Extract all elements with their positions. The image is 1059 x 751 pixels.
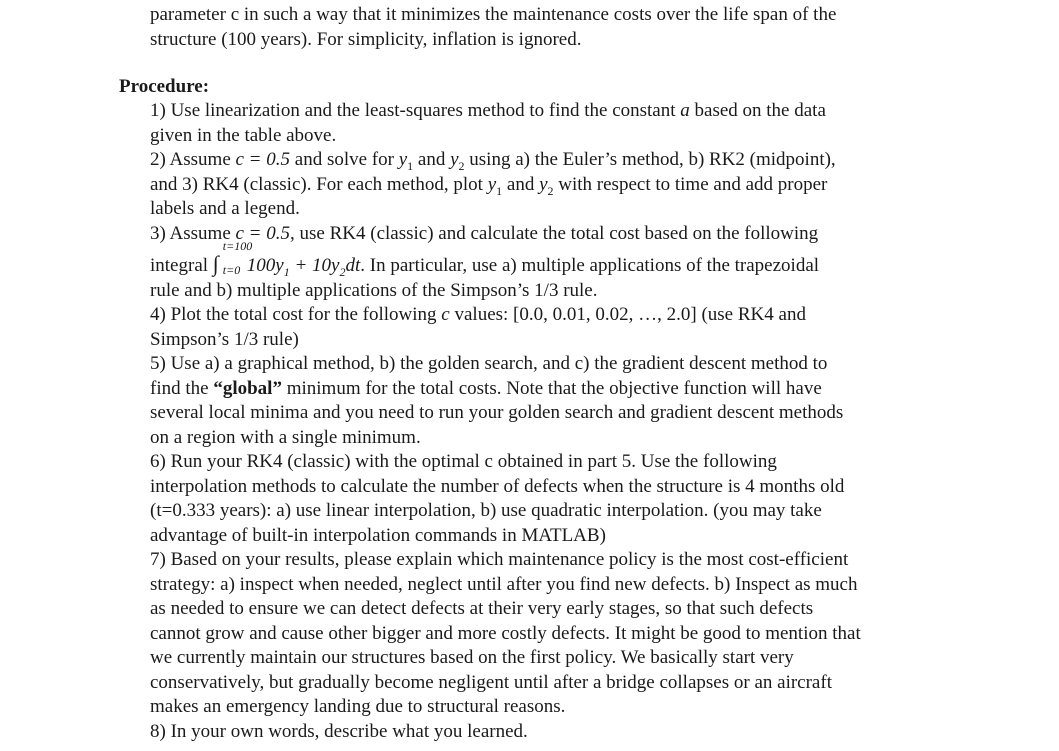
text: find the [150,377,214,399]
step-6-line: 6) Run your RK4 (classic) with the optimal c obtained in part 5. Use the following [150,451,777,472]
text: integral [150,255,213,276]
step-5-line: 5) Use a) a graphical method, b) the golden search, and c) the gradient descent method to [150,353,828,374]
subscript: 2 [339,264,346,279]
step-5-line: several local minima and you need to run your golden search and gradient descent methods [150,402,844,423]
integral-upper-limit: t=100 [222,239,253,253]
step-4-line: Simpson’s 1/3 rule) [150,328,299,350]
step-7-line: as needed to ensure we can detect defects at their very early stages, so that such defects [150,598,814,619]
math-equation: c = 0.5 [235,149,291,170]
text: , use RK4 (classic) and calculate the total cost based on the following [290,222,819,244]
math-var-y: y [539,173,548,195]
text: and 3) RK4 (classic). For each method, plot [150,173,488,195]
step-6-line: interpolation methods to calculate the number of defects when the structure is 4 months old [150,475,845,497]
intro-line: parameter c in such a way that it minimizes the maintenance costs over the life span of the [150,4,837,25]
math-var-a: a [680,100,690,121]
intro-line: structure (100 years). For simplicity, inflation is ignored. [150,28,582,50]
text: using a) the Euler’s method, b) RK2 (midpoint), [464,149,836,170]
subscript: 2 [547,183,554,198]
intro-paragraph [150,3,1030,52]
step-3-line [150,239,1050,279]
math-var-c: c [441,304,450,325]
step-7-line: cannot grow and cause other bigger and more costly defects. It might be good to mention that [150,622,861,644]
text: and [502,173,540,195]
step-8-line: 8) In your own words, describe what you learned. [150,720,528,742]
text: 2) Assume [150,149,236,170]
text: 4) Plot the total cost for the following [150,304,442,325]
math-var-y: y [450,149,459,170]
integral-lower-limit: t=0 [222,263,241,277]
step-1-line: given in the table above. [150,124,337,146]
step-1-line [150,99,1050,124]
text: and [413,149,451,170]
step-6-line: (t=0.333 years): a) use linear interpolation, b) use quadratic interpolation. (you may take [150,500,822,521]
text: minimum for the total costs. Note that the objective function will have [281,377,822,399]
step-6-line: advantage of built-in interpolation commands in MATLAB) [150,524,606,546]
text: 1) Use linearization and the least-squares method to find the constant [150,100,681,121]
text: with respect to time and add proper [553,173,828,195]
subscript: 2 [458,158,465,173]
subscript: 1 [496,183,503,198]
procedure-steps [150,99,1050,744]
text: based on the data [689,100,826,121]
math-equation: c = 0.5 [235,222,291,244]
step-7-line: strategy: a) inspect when needed, neglect until after you find new defects. b) Inspect as much [150,573,858,595]
step-5-line: on a region with a single minimum. [150,426,421,448]
integrand [246,255,361,279]
step-3-line [150,222,1050,247]
step-3-line: rule and b) multiple applications of the Simpson’s 1/3 rule. [150,279,598,301]
math-var-y: y [398,149,408,170]
step-2-line [150,173,1050,198]
text: values: [0.0, 0.01, 0.02, …, 2.0] (use RK4 and [449,304,806,325]
step-4-line [150,303,1050,328]
math-var-y: y [487,173,497,195]
bold-global: “global” [213,377,282,399]
step-7-line: makes an emergency landing due to structural reasons. [150,696,566,717]
subscript: 1 [407,158,414,173]
subscript: 1 [283,264,290,279]
step-2-line [150,148,1050,173]
step-2-line: labels and a legend. [150,198,300,219]
text: + 10y [289,255,340,276]
procedure-heading: Procedure: [119,76,210,97]
integral-symbol [212,239,253,279]
text: . In particular, use a) multiple applications of the trapezoidal [360,255,820,276]
text: and solve for [290,149,399,170]
text: 100y [246,255,284,276]
text: dt [345,255,361,276]
step-7-line: we currently maintain our structures based on the first policy. We basically start very [150,647,794,668]
text: 3) Assume [150,222,236,244]
step-5-line [150,377,1050,402]
step-7-line: 7) Based on your results, please explain which maintenance policy is the most cost-efficient [150,549,849,570]
integral-sign: ∫ [212,251,219,276]
step-7-line: conservatively, but gradually become negligent until after a bridge collapses or an aircraft [150,671,832,693]
